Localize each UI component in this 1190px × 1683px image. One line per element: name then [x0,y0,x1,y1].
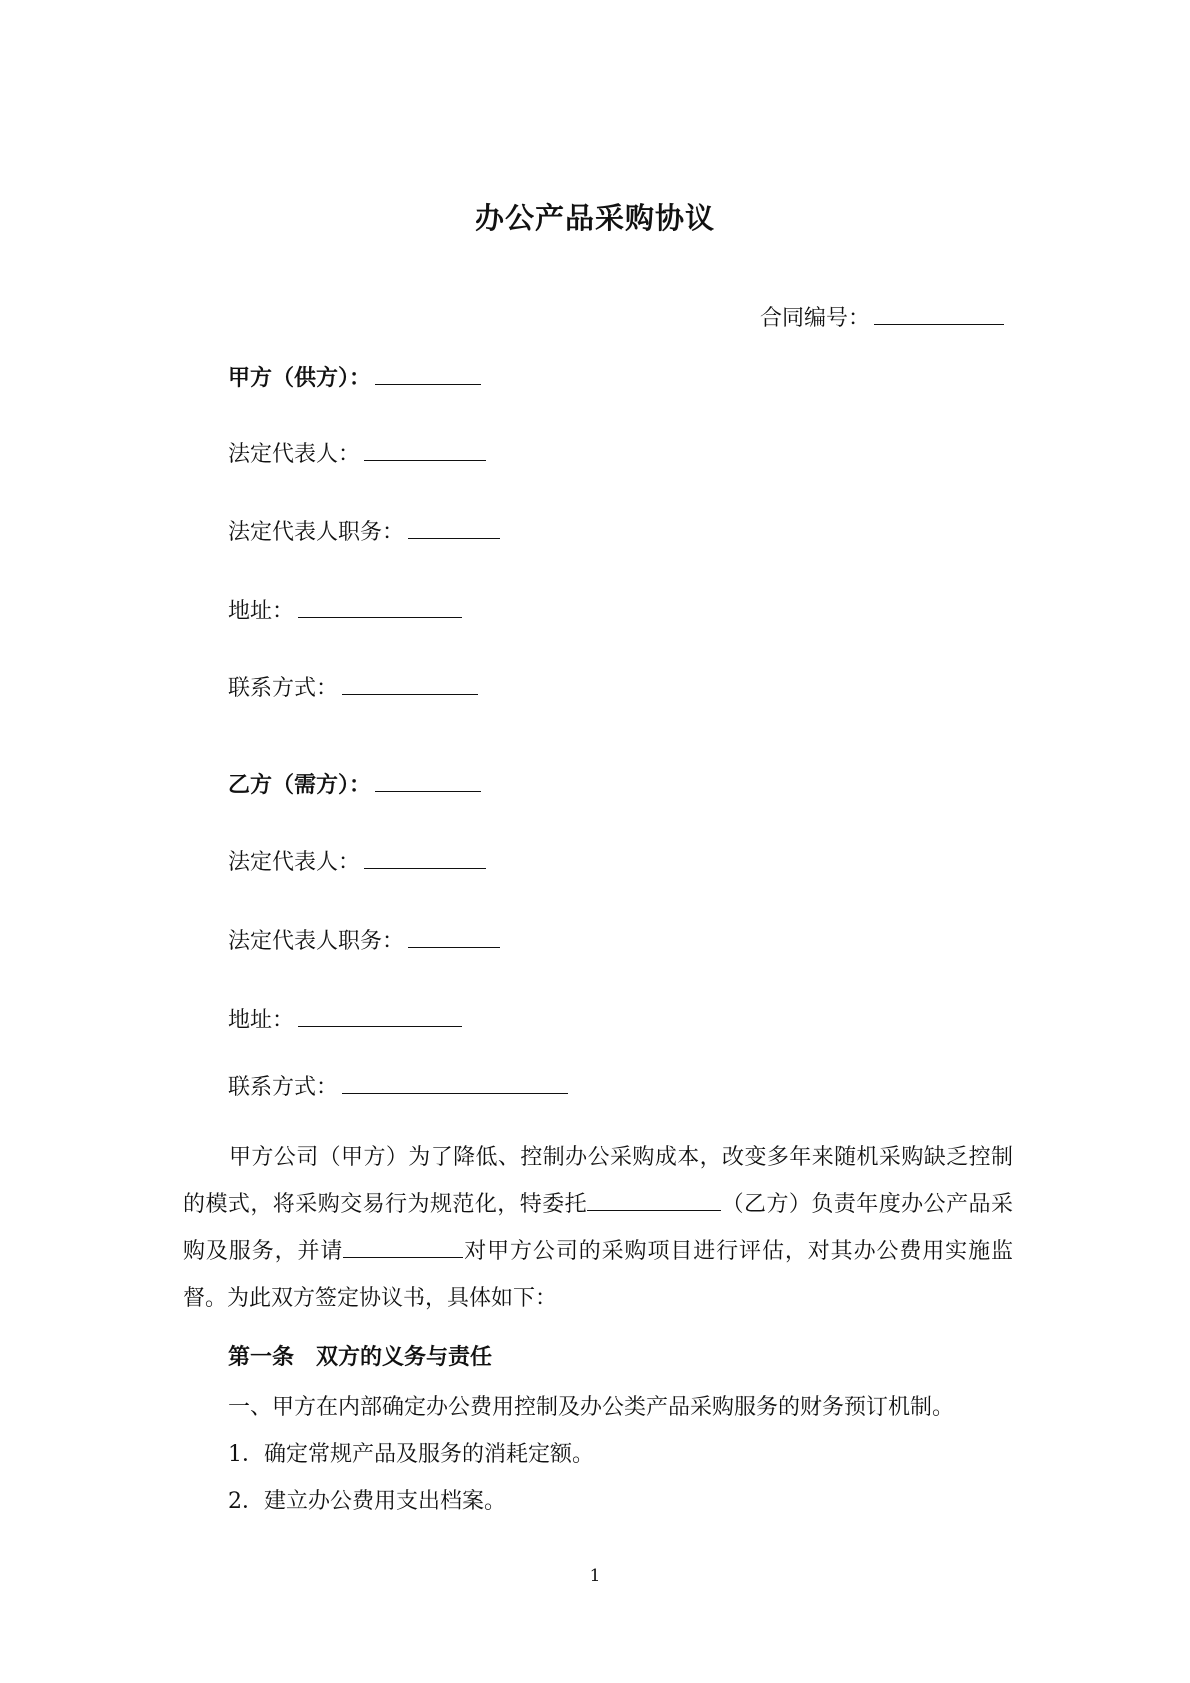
party-a-address-label: 地址： [228,599,295,624]
party-b-heading-field [228,767,481,801]
party-b-rep-blank[interactable] [364,844,486,869]
party-b-rep-title-field [228,923,500,957]
party-a-contact-label: 联系方式： [228,676,339,701]
intro-part1: 甲方公司（甲方）为了降低、控制办公采购成本，改变多年来随机采购缺乏控制的模式，将采购交易行为规范化，特委托 [183,1145,1013,1217]
party-b-address-field [228,1002,462,1036]
party-a-contact-field [228,670,478,704]
party-a-name-blank[interactable] [375,360,481,385]
evaluator-blank[interactable] [343,1235,463,1258]
party-b-rep-label: 法定代表人： [228,850,361,875]
party-b-contact-field [228,1069,568,1103]
intro-part3: 对甲方公司的采购项目进行评估，对其办公费用实施监督。为此双方签定协议书，具体如下： [183,1239,1013,1311]
document-title: 办公产品采购协议 [474,201,715,235]
party-b-rep-title-label: 法定代表人职务： [228,929,405,954]
contract-number-field [760,300,1004,334]
intro-paragraph [183,1134,1013,1322]
party-b-address-label: 地址： [228,1008,295,1033]
article-1-item-3: 2．建立办公费用支出档案。 [228,1489,506,1514]
contract-number-label: 合同编号： [760,306,871,331]
party-a-rep-title-field [228,514,500,548]
party-b-name-blank[interactable] [375,767,481,792]
party-a-rep-label: 法定代表人： [228,442,361,467]
party-b-rep-title-blank[interactable] [408,923,500,948]
party-b-rep-field [228,844,486,878]
entrusted-party-blank[interactable] [587,1188,721,1211]
party-b-heading: 乙方（需方）： [228,773,372,798]
article-1-item-1: 一、甲方在内部确定办公费用控制及办公类产品采购服务的财务预订机制。 [228,1395,955,1420]
article-1-heading: 第一条 双方的义务与责任 [228,1344,493,1370]
article-1-item-2: 1．确定常规产品及服务的消耗定额。 [228,1442,594,1467]
party-a-rep-field [228,436,486,470]
party-a-rep-blank[interactable] [364,436,486,461]
party-a-heading-field [228,360,481,394]
party-a-rep-title-blank[interactable] [408,514,500,539]
party-b-address-blank[interactable] [298,1002,462,1027]
party-a-rep-title-label: 法定代表人职务： [228,520,405,545]
party-b-contact-label: 联系方式： [228,1075,339,1100]
contract-number-blank[interactable] [874,300,1004,325]
party-a-contact-blank[interactable] [342,670,478,695]
intro-part2: （乙方）负责年度办公产品采购及服务，并请 [183,1192,1013,1264]
party-b-contact-blank[interactable] [342,1069,568,1094]
page-number: 1 [589,1566,601,1586]
party-a-address-blank[interactable] [298,593,462,618]
party-a-heading: 甲方（供方）： [228,366,372,391]
party-a-address-field [228,593,462,627]
